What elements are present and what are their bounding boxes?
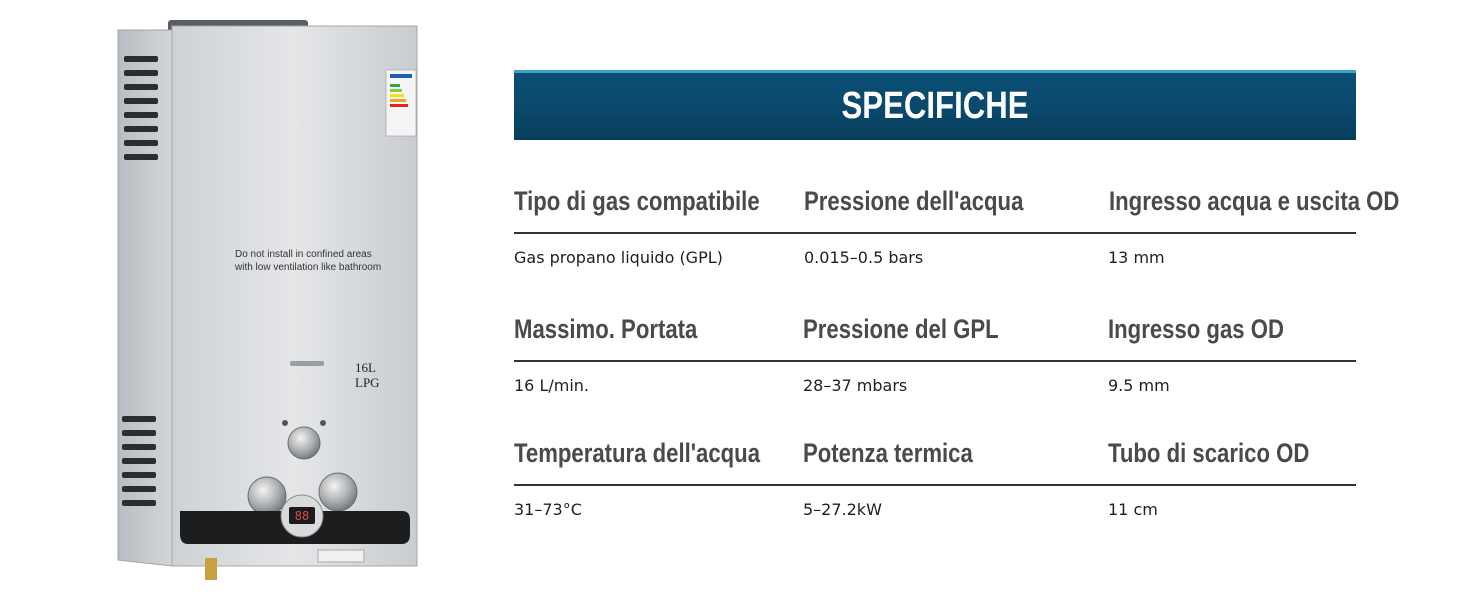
specs-banner xyxy=(514,70,1356,140)
spec-water-io-value-wrap xyxy=(1108,248,1165,267)
spec-value: Gas propano liquido (GPL) xyxy=(514,248,723,267)
heater-warning-label: Do not install in confined areas with low ventilation like bathroom xyxy=(235,249,382,273)
spec-label: Pressione del GPL xyxy=(803,314,999,344)
row-divider xyxy=(514,484,1356,486)
spec-label: Tipo di gas compatibile xyxy=(514,186,760,216)
spec-water-temp xyxy=(514,438,814,469)
spec-lpg-pressure-value-wrap xyxy=(803,376,907,395)
model-capacity: 16L xyxy=(355,360,376,375)
spec-water-temp-value-wrap xyxy=(514,500,582,519)
grille-slot xyxy=(290,361,324,366)
water-fitting xyxy=(318,550,364,562)
spec-value: 9.5 mm xyxy=(1108,376,1170,395)
spec-thermal-power-value-wrap xyxy=(803,500,882,519)
specs-title: SPECIFICHE xyxy=(841,85,1029,127)
spec-max-flow xyxy=(514,314,738,345)
spec-thermal-power xyxy=(803,438,1010,469)
spec-exhaust-pipe xyxy=(1108,438,1354,469)
spec-gas-inlet-value-wrap xyxy=(1108,376,1170,395)
mode-knob xyxy=(288,427,320,459)
gas-inlet-fitting xyxy=(205,558,217,580)
spec-value: 31–73°C xyxy=(514,500,582,519)
spec-lpg-pressure xyxy=(803,314,1042,345)
spec-gas-type xyxy=(514,186,814,217)
water-knob xyxy=(319,473,357,511)
spec-value: 16 L/min. xyxy=(514,376,590,395)
spec-value: 13 mm xyxy=(1108,248,1165,267)
spec-water-pressure xyxy=(804,186,1072,217)
spec-label: Temperatura dell'acqua xyxy=(514,438,761,468)
spec-value: 11 cm xyxy=(1108,500,1158,519)
spec-label: Massimo. Portata xyxy=(514,314,698,344)
spec-label: Ingresso gas OD xyxy=(1108,314,1284,344)
spec-label: Ingresso acqua e uscita OD xyxy=(1109,186,1400,216)
front-panel xyxy=(172,26,417,566)
spec-label: Pressione dell'acqua xyxy=(804,186,1024,216)
gas-knob xyxy=(248,477,286,515)
spec-value: 28–37 mbars xyxy=(803,376,908,395)
row-divider xyxy=(514,232,1356,234)
model-fuel: LPG xyxy=(355,375,380,390)
water-heater-image xyxy=(110,18,420,588)
spec-exhaust-pipe-value-wrap xyxy=(1108,500,1158,519)
spec-label: Potenza termica xyxy=(803,438,973,468)
spec-water-pressure-value-wrap xyxy=(804,248,923,267)
spec-label: Tubo di scarico OD xyxy=(1108,438,1310,468)
side-panel xyxy=(118,30,172,566)
display-digits: 88 xyxy=(294,509,310,523)
spec-gas-type-value-wrap xyxy=(514,248,723,267)
row-divider xyxy=(514,360,1356,362)
energy-label xyxy=(386,70,416,136)
water-heater-illustration xyxy=(110,18,420,588)
spec-value: 0.015–0.5 bars xyxy=(804,248,924,267)
spec-water-io xyxy=(1109,186,1463,217)
spec-gas-inlet xyxy=(1108,314,1323,345)
heater-model-label xyxy=(355,360,380,390)
spec-max-flow-value-wrap xyxy=(514,376,589,395)
spec-value: 5–27.2kW xyxy=(803,500,882,519)
